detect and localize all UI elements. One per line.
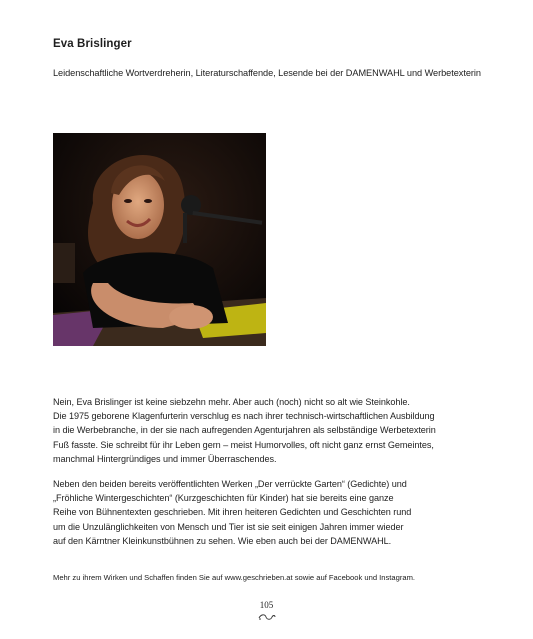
page-number: 105 xyxy=(259,600,274,610)
bio-paragraph-1: Nein, Eva Brislinger ist keine siebzehn mehr. Aber auch (noch) nicht so alt wie Steinkohle. Die 1975 geborene Klagenfurterin verschlug es nach ihrer technisch-wirtschaftlichen Ausbildung in die Werbebranche, in der sie nach aufregenden Agenturjahren als selbständige Werbetexterin Fuß fasste. Sie schreibt für ihr Leben gern – meist Humorvolles, oft nicht ganz ernst Gemeintes, manchmal Hintergründiges und immer Überraschendes. xyxy=(53,397,436,464)
flourish-ornament-icon xyxy=(257,612,277,622)
portrait-photo xyxy=(53,133,266,346)
portrait-illustration xyxy=(53,133,266,346)
more-info-text: Mehr zu ihrem Wirken und Schaffen finden Sie auf www.geschrieben.at sowie auf Facebook und Instagram. xyxy=(53,573,416,582)
author-tagline: Leidenschaftliche Wortverdreherin, Literaturschaffende, Lesende bei der DAMENWAHL und Werbetexterin xyxy=(53,68,481,78)
biography xyxy=(53,395,493,548)
author-name: Eva Brislinger xyxy=(53,38,132,50)
bio-paragraph-2: Neben den beiden bereits veröffentlichten Werken „Der verrückte Garten“ (Gedichte) und „Fröhliche Wintergeschichten“ (Kurzgeschichten für Kinder) hat sie bereits eine ganze Reihe von Bühnentexten geschrieben. Mit ihren heiteren Gedichten und Geschichten rund um die Unzulänglichkeiten von Mensch und Tier ist sie seit einigen Jahren immer wieder auf den Kärntner Kleinkunstbühnen zu sehen. Wie eben auch bei der DAMENWAHL. xyxy=(53,479,412,546)
